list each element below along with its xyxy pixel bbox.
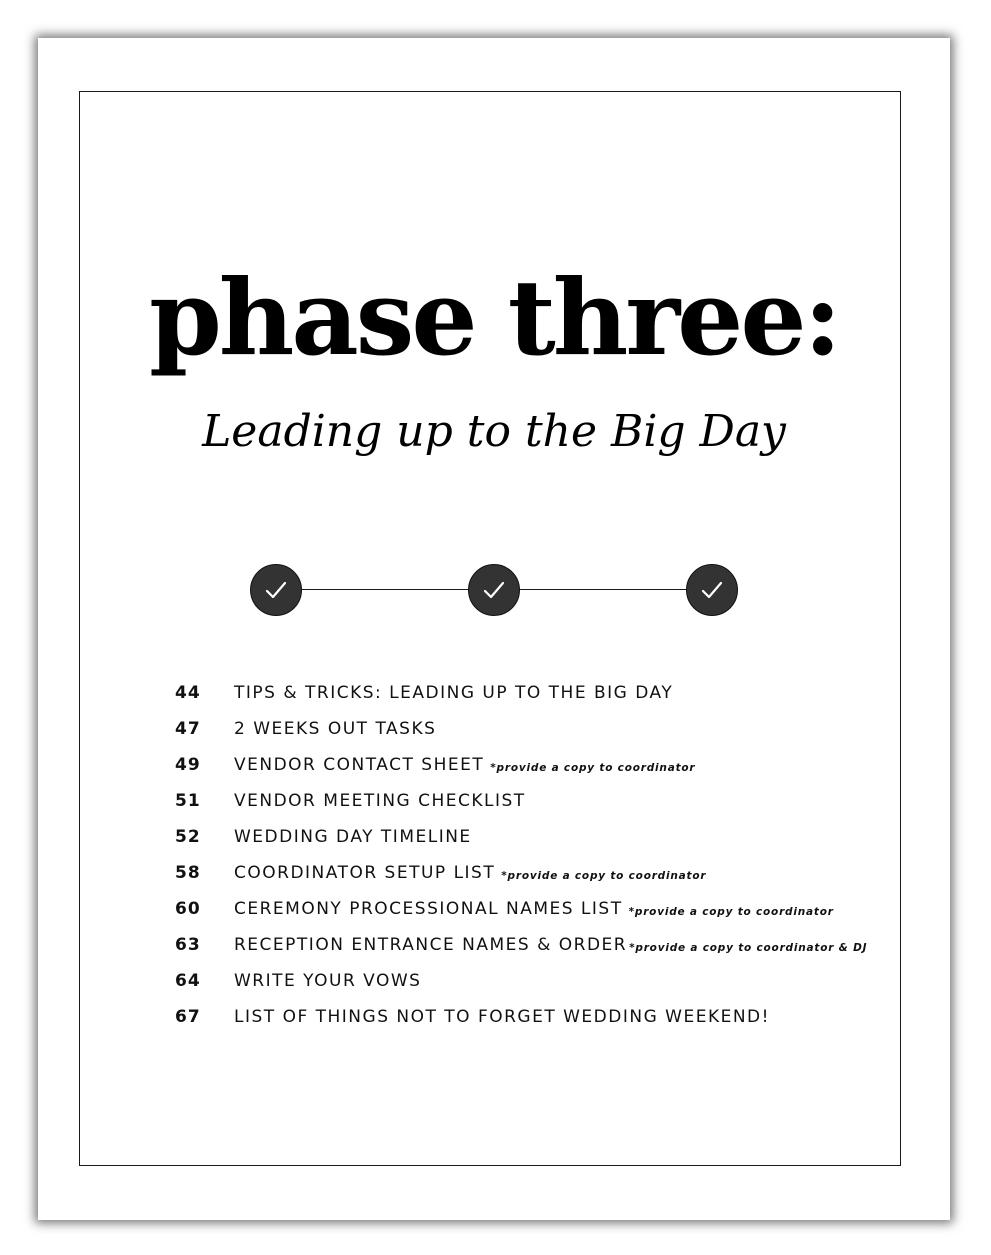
toc-row xyxy=(175,855,915,891)
toc-title: VENDOR CONTACT SHEET xyxy=(234,755,485,775)
toc-page-number: 67 xyxy=(175,1007,201,1027)
check-icon xyxy=(482,579,506,601)
page-subtitle: Leading up to the Big Day xyxy=(202,406,786,457)
toc-title: RECEPTION ENTRANCE NAMES & ORDER xyxy=(234,935,628,955)
toc-page-number: 52 xyxy=(175,827,201,847)
toc-page-number: 47 xyxy=(175,719,201,739)
check-icon xyxy=(264,579,288,601)
toc-title: VENDOR MEETING CHECKLIST xyxy=(234,791,526,811)
toc-row xyxy=(175,999,915,1035)
toc-row xyxy=(175,783,915,819)
toc-page-number: 58 xyxy=(175,863,201,883)
toc-note: *provide a copy to coordinator xyxy=(628,906,834,918)
toc-note: *provide a copy to coordinator xyxy=(501,870,707,882)
toc-title: COORDINATOR SETUP LIST xyxy=(234,863,496,883)
progress-step-1 xyxy=(250,564,302,616)
toc-title: WEDDING DAY TIMELINE xyxy=(234,827,472,847)
table-of-contents xyxy=(175,675,915,1035)
toc-row xyxy=(175,963,915,999)
toc-row xyxy=(175,927,915,963)
toc-page-number: 51 xyxy=(175,791,201,811)
progress-step-3 xyxy=(686,564,738,616)
toc-page-number: 44 xyxy=(175,683,201,703)
toc-page-number: 63 xyxy=(175,935,201,955)
toc-title: WRITE YOUR VOWS xyxy=(234,971,422,991)
toc-row xyxy=(175,819,915,855)
document-page xyxy=(38,38,950,1220)
toc-row xyxy=(175,675,915,711)
toc-page-number: 49 xyxy=(175,755,201,775)
toc-page-number: 60 xyxy=(175,899,201,919)
toc-note: *provide a copy to coordinator & DJ xyxy=(629,942,868,954)
page-title: phase three: xyxy=(149,256,839,379)
progress-step-2 xyxy=(468,564,520,616)
progress-tracker xyxy=(250,564,738,616)
toc-title: LIST OF THINGS NOT TO FORGET WEDDING WEEKEND! xyxy=(234,1007,770,1027)
check-icon xyxy=(700,579,724,601)
toc-page-number: 64 xyxy=(175,971,201,991)
toc-row xyxy=(175,891,915,927)
toc-title: 2 WEEKS OUT TASKS xyxy=(234,719,437,739)
toc-row xyxy=(175,747,915,783)
toc-title: CEREMONY PROCESSIONAL NAMES LIST xyxy=(234,899,623,919)
toc-row xyxy=(175,711,915,747)
toc-title: TIPS & TRICKS: LEADING UP TO THE BIG DAY xyxy=(234,683,674,703)
toc-note: *provide a copy to coordinator xyxy=(490,762,696,774)
